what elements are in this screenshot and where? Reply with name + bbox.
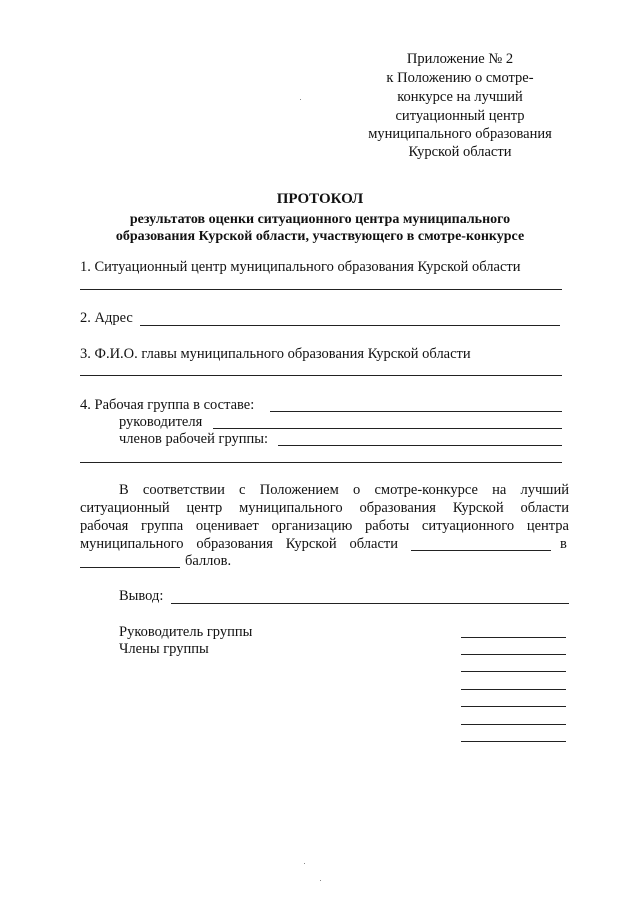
item-3-fill-line[interactable] xyxy=(80,375,562,376)
signature-line[interactable] xyxy=(461,689,566,690)
item-1-fill-line[interactable] xyxy=(80,289,562,290)
paragraph-line-3: рабочая группа оценивает организацию работы ситуационного центра xyxy=(80,518,569,534)
head-fill-line[interactable] xyxy=(213,428,562,429)
appendix-line-2: к Положению о смотре- xyxy=(386,70,534,86)
page-title: ПРОТОКОЛ xyxy=(276,191,364,207)
scan-speck xyxy=(304,863,305,864)
score-place-fill-line[interactable] xyxy=(411,550,551,551)
members-fill-line[interactable] xyxy=(278,445,562,446)
paragraph-line-4-end: в xyxy=(560,536,567,552)
scan-speck xyxy=(300,99,301,100)
paragraph-line-1: В соответствии с Положением о смотре-конкурсе на лучший xyxy=(119,482,569,498)
signature-line[interactable] xyxy=(461,654,566,655)
scan-speck xyxy=(320,880,321,881)
signature-line[interactable] xyxy=(461,706,566,707)
members-fill-line-2[interactable] xyxy=(80,462,562,463)
signature-line[interactable] xyxy=(461,724,566,725)
signature-head-label: Руководитель группы xyxy=(119,624,253,640)
address-fill-line[interactable] xyxy=(140,325,560,326)
signature-members-label: Члены группы xyxy=(119,641,209,657)
signature-line[interactable] xyxy=(461,741,566,742)
paragraph-line-2: ситуационный центр муниципального образования Курской области xyxy=(80,500,569,516)
members-label: членов рабочей группы: xyxy=(119,431,269,447)
signature-line[interactable] xyxy=(461,637,566,638)
appendix-line-4: ситуационный центр xyxy=(395,108,525,124)
item-3-label: 3. Ф.И.О. главы муниципального образования Курской области xyxy=(80,346,471,362)
head-label: руководителя xyxy=(119,414,203,430)
appendix-line-3: конкурсе на лучший xyxy=(397,89,523,105)
subtitle-line-1: результатов оценки ситуационного центра муниципального xyxy=(129,212,511,227)
appendix-line-1: Приложение № 2 xyxy=(406,51,514,67)
item-4-label: 4. Рабочая группа в составе: xyxy=(80,397,255,413)
appendix-line-5: муниципального образования xyxy=(368,126,552,142)
score-fill-line[interactable] xyxy=(80,567,180,568)
conclusion-label: Вывод: xyxy=(119,588,164,604)
appendix-line-6: Курской области xyxy=(408,144,512,160)
paragraph-line-4: муниципального образования Курской области xyxy=(80,536,398,552)
signature-line[interactable] xyxy=(461,671,566,672)
conclusion-fill-line[interactable] xyxy=(171,603,569,604)
item-2-label: 2. Адрес xyxy=(80,310,133,326)
item-1-label: 1. Ситуационный центр муниципального образования Курской области xyxy=(80,259,521,275)
item-4-fill-line[interactable] xyxy=(270,411,562,412)
paragraph-line-5: баллов. xyxy=(185,553,232,569)
subtitle-line-2: образования Курской области, участвующего в смотре-конкурсе xyxy=(115,229,525,244)
